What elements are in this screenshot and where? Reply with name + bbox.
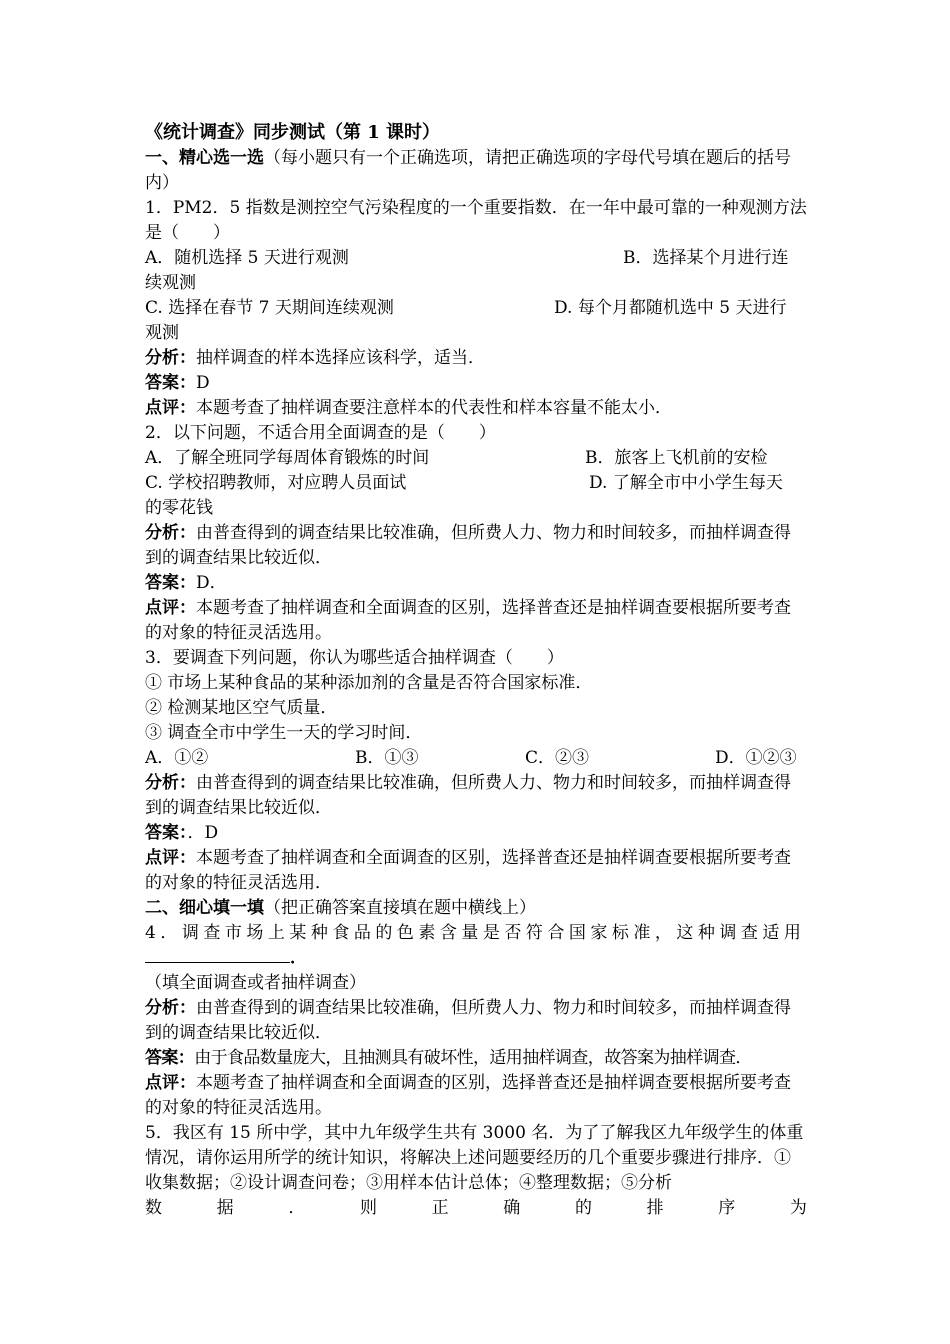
- q2-options-row-2: [145, 471, 807, 496]
- q5-word: 序: [718, 1198, 736, 1218]
- document-page: [145, 120, 807, 1221]
- q4-comment-text: 本题考查了抽样调查和全面调查的区别，选择普查还是抽样调查要根据所要考查的对象的特征灵活选用。: [145, 1073, 791, 1118]
- q1-stem: 1．PM2．5 指数是测控空气污染程度的一个重要指数．在一年中最可靠的一种观测方法是（ ）: [145, 198, 807, 243]
- q1-option-b: B．选择某个月进行连: [623, 248, 789, 268]
- q1-option-d: D. 每个月都随机选中 5 天进行: [554, 298, 787, 318]
- q2-analysis-text: 由普查得到的调查结果比较准确，但所费人力、物力和时间较多，而抽样调查得到的调查结果比较近似．: [145, 523, 791, 568]
- analysis-label: 分析：: [145, 998, 196, 1018]
- q2-option-c: C. 学校招聘教师，对应聘人员面试: [145, 473, 407, 493]
- page-title: 《统计调查》同步测试（第 1 课时）: [145, 122, 441, 143]
- section-2-heading: 二、细心填一填: [145, 898, 264, 918]
- section-1-note: （每小题只有一个正确选项，请把正确选项的字母代号填在题后的括号内）: [145, 148, 791, 193]
- q5-word: 确: [503, 1198, 521, 1218]
- q3-options-row: [145, 746, 807, 771]
- analysis-label: 分析：: [145, 773, 196, 793]
- q2-option-a: A．了解全班同学每周体育锻炼的时间: [145, 448, 430, 468]
- q1-option-d-cont: 观测: [145, 323, 179, 343]
- q2-answer: [145, 571, 807, 596]
- q1-analysis-text: 抽样调查的样本选择应该科学，适当．: [196, 348, 485, 368]
- section-2-header: [145, 896, 807, 921]
- q2-option-d-cont: 的零花钱: [145, 498, 213, 518]
- q3-option-d: D．①②③: [715, 748, 797, 768]
- q2-stem: 2．以下问题，不适合用全面调查的是（ ）: [145, 423, 496, 443]
- q2-comment: [145, 596, 807, 646]
- q2-answer-text: D．: [196, 573, 227, 593]
- q1-answer: [145, 371, 807, 396]
- section-2-note: （把正确答案直接填在题中横线上）: [264, 898, 536, 918]
- section-1-heading: 一、精心选一选: [145, 148, 264, 168]
- q4-blank-line: [145, 946, 807, 971]
- q4-answer: [145, 1046, 807, 1071]
- q2-comment-text: 本题考查了抽样调查和全面调查的区别，选择普查还是抽样调查要根据所要考查的对象的特征灵活选用。: [145, 598, 791, 643]
- q3-answer-text: ．D: [187, 823, 219, 843]
- q1-answer-text: D: [196, 373, 210, 393]
- analysis-label: 分析：: [145, 348, 196, 368]
- q5-stem: 5．我区有 15 所中学，其中九年级学生共有 3000 名．为了了解我区九年级学生的体重情况，请你运用所学的统计知识，将解决上述问题要经历的几个重要步骤进行排序．①收集数据；②设计调查问卷；③用样本估计总体；④整理数据；⑤分析: [145, 1123, 804, 1193]
- q3-option-b: B．①③: [355, 748, 419, 768]
- q2-option-b: B．旅客上飞机前的安检: [585, 448, 768, 468]
- q5-word: 的: [574, 1198, 592, 1218]
- q5-word: 数: [145, 1198, 162, 1218]
- q3-option-c: C．②③: [525, 748, 590, 768]
- q3-item-2: ② 检测某地区空气质量．: [145, 698, 338, 718]
- q3-comment: [145, 846, 807, 896]
- q5-word: 则: [359, 1198, 377, 1218]
- comment-label: 点评：: [145, 1073, 196, 1093]
- q5-last-line: [145, 1196, 807, 1221]
- q3-stem: 3．要调查下列问题，你认为哪些适合抽样调查（ ）: [145, 648, 564, 668]
- q3-answer: [145, 821, 807, 846]
- q3-analysis-text: 由普查得到的调查结果比较准确，但所费人力、物力和时间较多，而抽样调查得到的调查结果比较近似．: [145, 773, 791, 818]
- q4-hint: （填全面调查或者抽样调查）: [145, 973, 366, 993]
- q3-item-1: ① 市场上某种食品的某种添加剂的含量是否符合国家标准．: [145, 673, 593, 693]
- comment-label: 点评：: [145, 848, 196, 868]
- q3-item-3: ③ 调查全市中学生一天的学习时间．: [145, 723, 423, 743]
- comment-label: 点评：: [145, 398, 196, 418]
- q5-word: 据: [216, 1198, 234, 1218]
- q4-answer-blank: [145, 946, 290, 963]
- q4-stem: 4．调查市场上某种食品的色素含量是否符合国家标准，这种调查适用: [145, 923, 806, 943]
- q1-option-b-cont: 续观测: [145, 273, 196, 293]
- q4-blank-end: ．: [290, 948, 307, 968]
- q3-option-a: A．①②: [145, 748, 209, 768]
- q1-options-row-1: [145, 246, 807, 271]
- q1-comment-text: 本题考查了抽样调查要注意样本的代表性和样本容量不能太小．: [196, 398, 672, 418]
- q4-analysis: [145, 996, 807, 1046]
- q4-answer-text: 由于食品数量庞大，且抽测具有破坏性，适用抽样调查，故答案为抽样调查．: [194, 1048, 752, 1068]
- q5-word: 排: [646, 1198, 664, 1218]
- answer-label: 答案：: [145, 373, 196, 393]
- q5-word: ．: [288, 1198, 306, 1218]
- q3-comment-text: 本题考查了抽样调查和全面调查的区别，选择普查还是抽样调查要根据所要考查的对象的特征灵活选用．: [145, 848, 791, 893]
- q2-analysis: [145, 521, 807, 571]
- q2-options-row-1: [145, 446, 807, 471]
- q1-option-a: A．随机选择 5 天进行观测: [145, 248, 349, 268]
- q1-comment: [145, 396, 807, 421]
- q4-comment: [145, 1071, 807, 1121]
- answer-label: 答案：: [145, 573, 196, 593]
- analysis-label: 分析：: [145, 523, 196, 543]
- q1-analysis: [145, 346, 807, 371]
- q1-options-row-2: [145, 296, 807, 321]
- comment-label: 点评：: [145, 598, 196, 618]
- q2-option-d: D. 了解全市中小学生每天: [589, 473, 783, 493]
- q5-word: 为: [789, 1198, 807, 1218]
- q1-option-c: C. 选择在春节 7 天期间连续观测: [145, 298, 394, 318]
- answer-label: 答案：: [145, 1048, 195, 1068]
- answer-label: 答案：: [145, 823, 188, 843]
- q4-analysis-text: 由普查得到的调查结果比较准确，但所费人力、物力和时间较多，而抽样调查得到的调查结果比较近似．: [145, 998, 791, 1043]
- section-1-header: [145, 146, 807, 196]
- q3-analysis: [145, 771, 807, 821]
- q5-word: 正: [431, 1198, 449, 1218]
